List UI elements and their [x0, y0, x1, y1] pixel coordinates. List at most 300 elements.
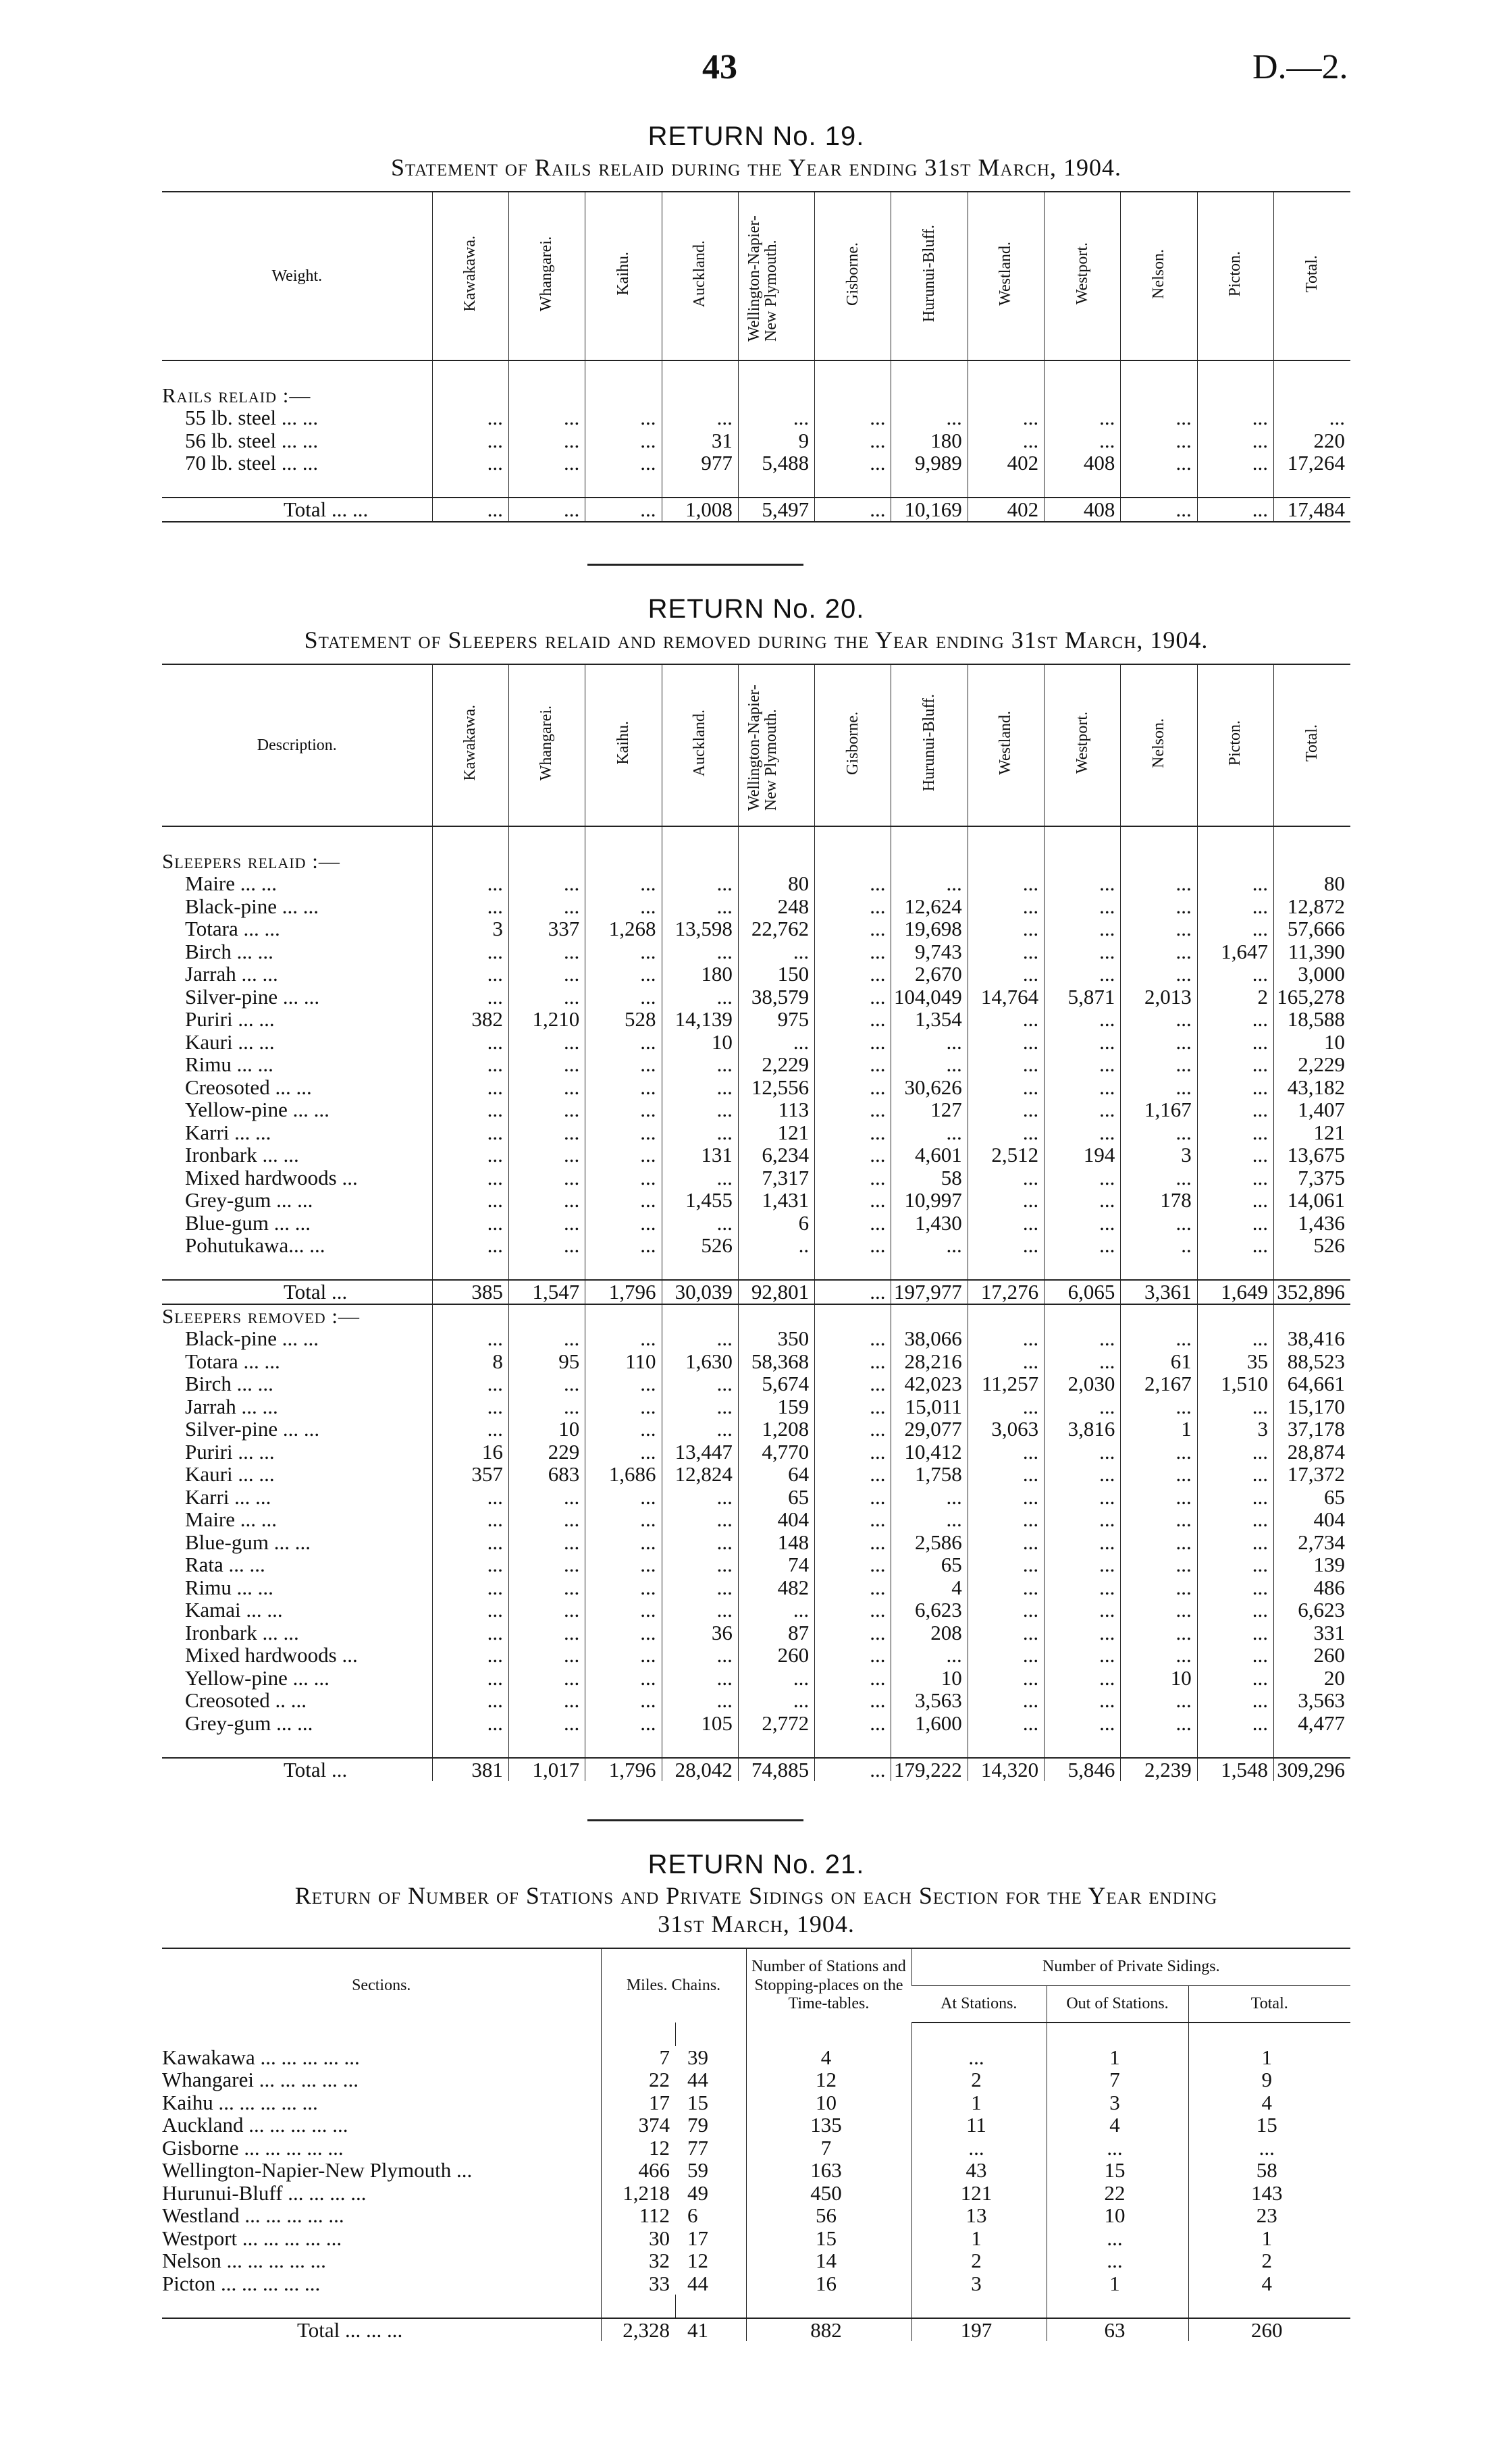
cell-value: ...	[508, 1395, 585, 1418]
section-name: Wellington-Napier-New Plymouth ...	[162, 2158, 473, 2182]
cell-value: 179,222	[891, 1758, 968, 1782]
cell-value: 5,488	[738, 452, 814, 475]
cell-value: 159	[738, 1395, 814, 1418]
cell-chains: 39	[687, 2045, 708, 2069]
cell-value: ...	[891, 1031, 968, 1054]
cell-stations: 12	[746, 2068, 911, 2091]
return-19-section	[162, 122, 1350, 523]
cell-value: 6,234	[738, 1144, 814, 1167]
cell-value: 357	[432, 1463, 508, 1486]
cell-value: 2,239	[1121, 1758, 1197, 1782]
cell-value: 80	[1274, 872, 1350, 895]
cell-value: ...	[968, 1189, 1044, 1212]
row-label: Puriri ... ...	[185, 1007, 275, 1031]
cell-value: ...	[968, 1622, 1044, 1644]
cell-value: ...	[968, 1350, 1044, 1373]
cell-value: ...	[815, 1441, 891, 1464]
col-header: Wellington-Napier-New Plymouth.	[745, 215, 781, 342]
row-label: Black-pine ... ...	[185, 1327, 319, 1350]
cell-value: ...	[662, 1418, 738, 1441]
cell-value: ...	[585, 1418, 662, 1441]
cell-value: ...	[891, 1644, 968, 1667]
row-label: Ironbark ... ...	[185, 1143, 299, 1167]
cell-value: ...	[1045, 917, 1121, 940]
cell-value: 13,675	[1274, 1144, 1350, 1167]
cell-value: 3,000	[1274, 963, 1350, 986]
cell-value: ...	[891, 1234, 968, 1257]
section-name: Nelson ... ... ... ... ...	[162, 2249, 326, 2272]
cell-value: ...	[815, 1622, 891, 1644]
cell-value: 3	[432, 917, 508, 940]
cell-value: ...	[662, 1053, 738, 1076]
cell-value: ...	[1197, 963, 1273, 986]
cell-value: 2,670	[891, 963, 968, 986]
cell-value: ...	[1197, 1599, 1273, 1622]
cell-value: ...	[1121, 1008, 1197, 1031]
cell-value: 2,013	[1121, 986, 1197, 1009]
cell-value: ...	[662, 1689, 738, 1712]
cell-value: ...	[738, 406, 814, 429]
cell-value: 350	[738, 1327, 814, 1350]
cell-value: 1,210	[508, 1008, 585, 1031]
cell-at: ...	[911, 2137, 1047, 2160]
cell-value: ...	[968, 1167, 1044, 1189]
cell-chains: 12	[687, 2249, 708, 2272]
cell-out: 1	[1047, 2046, 1188, 2069]
cell-value: ...	[815, 498, 891, 522]
cell-value: ...	[432, 1395, 508, 1418]
cell-value: ...	[1197, 1098, 1273, 1121]
cell-out: 15	[1047, 2159, 1188, 2182]
row-label: Creosoted .. ...	[185, 1688, 307, 1712]
group-label-row	[162, 1304, 1350, 1328]
row-label: Kauri ... ...	[185, 1029, 275, 1054]
cell-value: ...	[508, 1712, 585, 1735]
return-21-title: RETURN No. 21.	[647, 1850, 865, 1879]
section-name: Westport ... ... ... ... ...	[162, 2226, 342, 2250]
cell-value: 74	[738, 1553, 814, 1576]
cell-value: ...	[968, 406, 1044, 429]
cell-value: 7,317	[738, 1167, 814, 1189]
cell-value: ...	[1045, 1076, 1121, 1099]
cell-value: ...	[815, 452, 891, 475]
cell-value: 1,455	[662, 1189, 738, 1212]
cell-miles: 466	[601, 2159, 675, 2182]
cell-value: ...	[585, 1167, 662, 1189]
table-row	[162, 1098, 1350, 1121]
cell-value: 1,208	[738, 1418, 814, 1441]
cell-at: 197	[911, 2318, 1047, 2342]
col-header: Total.	[1302, 255, 1321, 292]
cell-total: 4	[1188, 2091, 1350, 2114]
cell-value: 3,063	[968, 1418, 1044, 1441]
cell-value: ...	[508, 1576, 585, 1599]
cell-value: 13,598	[662, 917, 738, 940]
col-header: Gisborne.	[843, 242, 862, 306]
table-row	[162, 1553, 1350, 1576]
cell-value: ...	[815, 986, 891, 1009]
cell-value: ...	[815, 1463, 891, 1486]
group-label-row	[162, 384, 1350, 407]
cell-value: ...	[1121, 1712, 1197, 1735]
page-header	[0, 47, 1507, 95]
cell-value: 6,065	[1045, 1280, 1121, 1304]
row-label: Jarrah ... ...	[185, 1394, 278, 1418]
cell-at: 43	[911, 2159, 1047, 2182]
cell-value: ...	[508, 1531, 585, 1554]
cell-value: ...	[1197, 406, 1273, 429]
cell-value: ...	[508, 963, 585, 986]
table-row	[162, 2204, 1350, 2227]
cell-value: ...	[1045, 1350, 1121, 1373]
cell-value: ...	[1121, 1689, 1197, 1712]
section-name: Auckland ... ... ... ... ...	[162, 2113, 348, 2137]
cell-value: ...	[1121, 1622, 1197, 1644]
cell-chains: 44	[687, 2068, 708, 2091]
cell-value: ...	[815, 1508, 891, 1531]
cell-value: ...	[1121, 1395, 1197, 1418]
col-header: Hurunui-Bluff.	[920, 225, 938, 323]
table-row	[162, 986, 1350, 1009]
cell-value: 17,276	[968, 1280, 1044, 1304]
cell-value: ...	[508, 452, 585, 475]
cell-value: 229	[508, 1441, 585, 1464]
cell-value: ...	[508, 872, 585, 895]
cell-stations: 15	[746, 2227, 911, 2250]
cell-value: 1,758	[891, 1463, 968, 1486]
cell-value: ...	[968, 1553, 1044, 1576]
cell-value: ...	[1197, 1031, 1273, 1054]
cell-value: ...	[1045, 1053, 1121, 1076]
table-row	[162, 895, 1350, 918]
cell-chains: 44	[687, 2271, 708, 2295]
cell-value: ...	[1045, 963, 1121, 986]
cell-value: ...	[815, 1712, 891, 1735]
cell-value: 260	[1274, 1644, 1350, 1667]
cell-value: ...	[1197, 1576, 1273, 1599]
cell-value: ...	[432, 940, 508, 963]
cell-value: ...	[585, 1553, 662, 1576]
cell-value: 1,510	[1197, 1372, 1273, 1395]
cell-value: 43,182	[1274, 1076, 1350, 1099]
table-row	[162, 2182, 1350, 2205]
cell-value: ...	[815, 1144, 891, 1167]
cell-value: 65	[891, 1553, 968, 1576]
cell-value: ...	[1045, 406, 1121, 429]
cell-value: 121	[738, 1121, 814, 1144]
cell-value: 4,601	[891, 1144, 968, 1167]
cell-value: ...	[968, 1689, 1044, 1712]
cell-out: ...	[1047, 2137, 1188, 2160]
cell-value: ...	[662, 895, 738, 918]
cell-value: ...	[1121, 498, 1197, 522]
cell-total: 143	[1188, 2182, 1350, 2205]
cell-value: ...	[738, 1031, 814, 1054]
cell-stations: 135	[746, 2114, 911, 2137]
cell-value: 12,624	[891, 895, 968, 918]
cell-value: ...	[508, 498, 585, 522]
cell-value: 38,579	[738, 986, 814, 1009]
cell-miles: 2,328	[601, 2318, 675, 2342]
cell-value: 3,563	[891, 1689, 968, 1712]
cell-value: ...	[662, 1212, 738, 1235]
cell-value: ...	[432, 406, 508, 429]
cell-value: ...	[508, 429, 585, 452]
cell-at: ...	[911, 2046, 1047, 2069]
table-row	[162, 1689, 1350, 1712]
cell-value: ...	[1197, 1508, 1273, 1531]
cell-value: ...	[1274, 406, 1350, 429]
cell-value: 105	[662, 1712, 738, 1735]
cell-total: 2	[1188, 2249, 1350, 2272]
group-label: Rails relaid :—	[162, 383, 311, 407]
cell-value: ...	[585, 1689, 662, 1712]
cell-value: 15,011	[891, 1395, 968, 1418]
row-label: Creosoted ... ...	[185, 1075, 312, 1099]
cell-value: 38,066	[891, 1327, 968, 1350]
cell-value: ...	[968, 872, 1044, 895]
cell-value: ...	[585, 498, 662, 522]
table-row	[162, 1395, 1350, 1418]
cell-value: ...	[815, 1053, 891, 1076]
cell-value: ...	[432, 1418, 508, 1441]
cell-value: ...	[1121, 872, 1197, 895]
sleepers-table	[162, 664, 1350, 1781]
cell-out: ...	[1047, 2249, 1188, 2272]
cell-at: 13	[911, 2204, 1047, 2227]
stations-header: Number of Stations and Stopping-places on the Time-tables.	[746, 1948, 911, 2023]
cell-total: 1	[1188, 2046, 1350, 2069]
cell-value: ...	[968, 1327, 1044, 1350]
cell-value: ...	[1045, 1531, 1121, 1554]
cell-chains: 77	[687, 2135, 708, 2160]
cell-total: 58	[1188, 2159, 1350, 2182]
row-label: Blue-gum ... ...	[185, 1530, 311, 1554]
cell-chains: 6	[687, 2203, 698, 2227]
total-row	[162, 498, 1350, 522]
cell-value: 148	[738, 1531, 814, 1554]
cell-value: ...	[1197, 872, 1273, 895]
cell-value: ...	[585, 1189, 662, 1212]
table-row	[162, 1167, 1350, 1189]
table-row	[162, 1486, 1350, 1509]
cell-value: 87	[738, 1622, 814, 1644]
total-row	[162, 1758, 1350, 1782]
cell-out: 3	[1047, 2091, 1188, 2114]
row-label: Blue-gum ... ...	[185, 1210, 311, 1235]
cell-value: ...	[432, 1098, 508, 1121]
return-21-section	[162, 1850, 1350, 2341]
cell-value: ...	[1197, 1531, 1273, 1554]
cell-at: 3	[911, 2272, 1047, 2295]
cell-value: ...	[968, 1441, 1044, 1464]
cell-value: ...	[815, 1576, 891, 1599]
page-number: 43	[702, 48, 737, 86]
row-label: Yellow-pine ... ...	[185, 1098, 329, 1121]
cell-value: 28,874	[1274, 1441, 1350, 1464]
cell-value: ...	[968, 1395, 1044, 1418]
cell-at: 2	[911, 2068, 1047, 2091]
cell-value: ...	[585, 1622, 662, 1644]
table-row	[162, 1441, 1350, 1464]
cell-miles: 30	[601, 2227, 675, 2250]
cell-value: ...	[432, 1167, 508, 1189]
cell-value: 113	[738, 1098, 814, 1121]
cell-value: 1,548	[1197, 1758, 1273, 1782]
cell-chains: 49	[687, 2180, 708, 2205]
row-label: Grey-gum ... ...	[185, 1188, 313, 1212]
cell-value: ...	[508, 1622, 585, 1644]
table-row	[162, 1053, 1350, 1076]
cell-value: ...	[1121, 1599, 1197, 1622]
section-name: Whangarei ... ... ... ... ...	[162, 2068, 359, 2091]
cell-value: ...	[1197, 452, 1273, 475]
col-header: Kaihu.	[614, 252, 632, 296]
cell-value: ...	[508, 1167, 585, 1189]
cell-value: ...	[968, 1712, 1044, 1735]
cell-value: ...	[432, 429, 508, 452]
cell-value: ...	[1197, 1008, 1273, 1031]
cell-value: ...	[1197, 1667, 1273, 1690]
cell-total: 15	[1188, 2114, 1350, 2137]
cell-value: 14,139	[662, 1008, 738, 1031]
cell-value: ...	[1121, 1531, 1197, 1554]
cell-value: ...	[432, 1531, 508, 1554]
cell-value: ...	[1121, 406, 1197, 429]
cell-value: 2	[1197, 986, 1273, 1009]
section-name: Kawakawa ... ... ... ... ...	[162, 2045, 360, 2069]
cell-value: 104,049	[891, 986, 968, 1009]
cell-value: ...	[585, 1486, 662, 1509]
cell-value: ...	[815, 1280, 891, 1304]
cell-chains: 79	[687, 2113, 708, 2137]
cell-value: ...	[432, 1189, 508, 1212]
section-name: Hurunui-Bluff ... ... ... ...	[162, 2180, 367, 2205]
cell-value: ...	[1121, 1031, 1197, 1054]
cell-value: ...	[1121, 429, 1197, 452]
cell-value: ...	[585, 1395, 662, 1418]
cell-value: 9,743	[891, 940, 968, 963]
cell-value: ...	[662, 986, 738, 1009]
cell-value: ...	[1121, 452, 1197, 475]
cell-value: 17,372	[1274, 1463, 1350, 1486]
cell-value: ...	[585, 963, 662, 986]
cell-value: ...	[1197, 498, 1273, 522]
table-row	[162, 2114, 1350, 2137]
cell-value: ...	[1045, 1327, 1121, 1350]
table-row	[162, 2046, 1350, 2069]
cell-value: ...	[585, 1576, 662, 1599]
cell-out: 4	[1047, 2114, 1188, 2137]
cell-value: 38,416	[1274, 1327, 1350, 1350]
cell-value: 180	[662, 963, 738, 986]
cell-stations: 14	[746, 2249, 911, 2272]
cell-value: ...	[432, 1076, 508, 1099]
cell-value: 10,169	[891, 498, 968, 522]
section-divider	[587, 1819, 803, 1821]
cell-value: ...	[1197, 1212, 1273, 1235]
cell-value: 331	[1274, 1622, 1350, 1644]
cell-value: 385	[432, 1280, 508, 1304]
cell-value: ...	[432, 1031, 508, 1054]
table-row	[162, 1189, 1350, 1212]
cell-value: ...	[1045, 1667, 1121, 1690]
table-row	[162, 917, 1350, 940]
cell-value: ...	[1197, 1053, 1273, 1076]
cell-value: ...	[815, 1486, 891, 1509]
cell-value: ...	[432, 1212, 508, 1235]
cell-stations: 450	[746, 2182, 911, 2205]
row-label: Silver-pine ... ...	[185, 1417, 320, 1441]
cell-value: ...	[1121, 917, 1197, 940]
table-row	[162, 1121, 1350, 1144]
cell-value: ...	[1045, 1622, 1121, 1644]
table-row	[162, 1144, 1350, 1167]
cell-value: 7,375	[1274, 1167, 1350, 1189]
cell-value: ...	[891, 1486, 968, 1509]
cell-value: ...	[1121, 1553, 1197, 1576]
cell-total: 260	[1188, 2318, 1350, 2342]
cell-value: ...	[891, 406, 968, 429]
cell-value: 1,649	[1197, 1280, 1273, 1304]
col-header: Kaihu.	[614, 721, 632, 765]
cell-value: 3,563	[1274, 1689, 1350, 1712]
cell-value: ...	[662, 1553, 738, 1576]
table-row	[162, 2091, 1350, 2114]
cell-value: ...	[432, 1712, 508, 1735]
group-label-row	[162, 850, 1350, 873]
cell-value: 74,885	[738, 1758, 814, 1782]
cell-value: ...	[432, 1644, 508, 1667]
cell-value: 408	[1045, 452, 1121, 475]
cell-value: ...	[1121, 1486, 1197, 1509]
cell-out: 7	[1047, 2068, 1188, 2091]
cell-value: ...	[432, 452, 508, 475]
cell-value: 110	[585, 1350, 662, 1373]
row-label: 70 lb. steel ... ...	[185, 451, 319, 475]
cell-value: 1,431	[738, 1189, 814, 1212]
cell-value: ...	[968, 1576, 1044, 1599]
cell-value: 5,846	[1045, 1758, 1121, 1782]
cell-value: ...	[815, 963, 891, 986]
cell-value: 1,686	[585, 1463, 662, 1486]
cell-value: ...	[508, 1098, 585, 1121]
row-label: Pohutukawa... ...	[185, 1233, 325, 1257]
cell-value: ...	[1121, 1327, 1197, 1350]
cell-value: ...	[1045, 1098, 1121, 1121]
cell-value: 58,368	[738, 1350, 814, 1373]
cell-value: 3	[1197, 1418, 1273, 1441]
cell-value: ...	[585, 872, 662, 895]
cell-value: 1,600	[891, 1712, 968, 1735]
cell-value: ...	[508, 1667, 585, 1690]
section-name: Kaihu ... ... ... ... ...	[162, 2090, 318, 2114]
cell-value: ...	[1045, 1441, 1121, 1464]
cell-value: ...	[1045, 1121, 1121, 1144]
cell-value: ...	[508, 1076, 585, 1099]
row-label: Kamai ... ...	[185, 1598, 283, 1622]
table-row	[162, 1508, 1350, 1531]
cell-value: ...	[432, 872, 508, 895]
cell-value: 977	[662, 452, 738, 475]
col-header: Kawakawa.	[461, 705, 479, 781]
row-label: Total ...	[162, 1280, 432, 1304]
col-header: Picton.	[1226, 250, 1244, 297]
cell-value: 13,447	[662, 1441, 738, 1464]
cell-value: ...	[968, 895, 1044, 918]
cell-value: ...	[508, 1372, 585, 1395]
cell-value: ...	[432, 1599, 508, 1622]
